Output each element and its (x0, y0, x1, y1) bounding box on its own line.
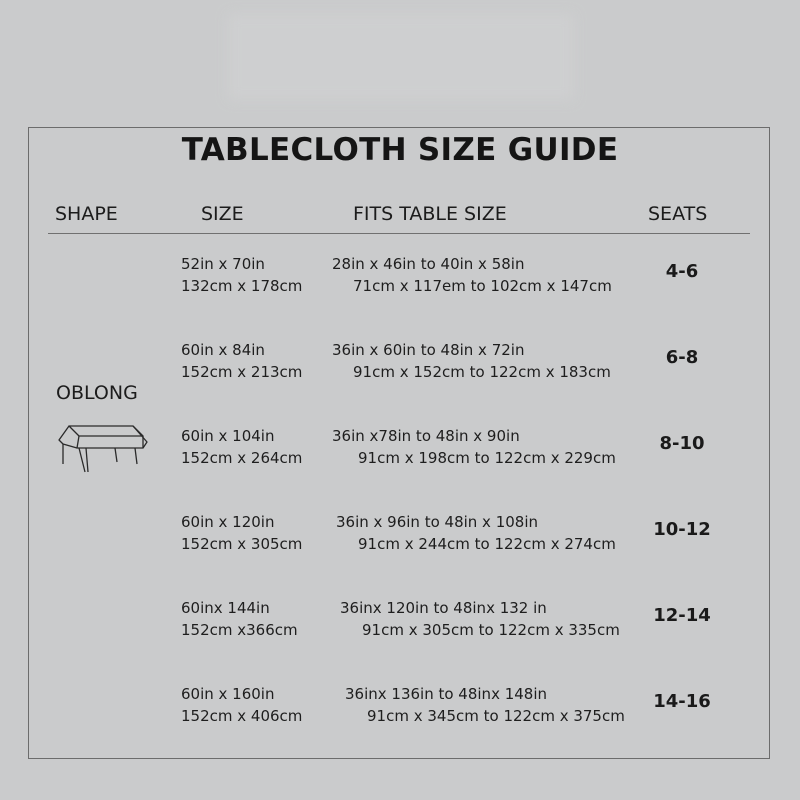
seats-value: 14-16 (653, 691, 711, 712)
fits-inches: 36inx 136in to 48inx 148in (345, 685, 548, 703)
fits-cell (332, 339, 611, 383)
fits-inches: 28in x 46in to 40in x 58in (332, 255, 525, 273)
size-cell (181, 253, 302, 297)
fits-centimeters: 91cm x 305cm to 122cm x 335cm (362, 621, 620, 639)
seats-value: 6-8 (665, 347, 699, 368)
seats-value: 12-14 (653, 605, 711, 626)
fits-centimeters: 91cm x 345cm to 122cm x 375cm (367, 707, 625, 725)
fits-inches: 36inx 120in to 48inx 132 in (340, 599, 547, 617)
page-title: TABLECLOTH SIZE GUIDE (181, 132, 619, 168)
seats-value: 10-12 (653, 519, 711, 540)
fits-cell (345, 683, 625, 727)
size-inches: 52in x 70in (181, 255, 265, 273)
fits-centimeters: 91cm x 152cm to 122cm x 183cm (353, 363, 611, 381)
fits-centimeters: 71cm x 117em to 102cm x 147cm (353, 277, 612, 295)
shape-label: OBLONG (56, 382, 138, 404)
size-inches: 60in x 84in (181, 341, 265, 359)
seats-value: 8-10 (659, 433, 705, 454)
header-fits-table-size: FITS TABLE SIZE (353, 203, 507, 225)
size-centimeters: 152cm x366cm (181, 621, 298, 639)
header-divider (48, 233, 750, 234)
size-cell (181, 339, 302, 383)
fits-inches: 36in x 60in to 48in x 72in (332, 341, 525, 359)
size-cell (181, 511, 302, 555)
size-centimeters: 152cm x 213cm (181, 363, 303, 381)
size-centimeters: 152cm x 264cm (181, 449, 303, 467)
fits-centimeters: 91cm x 198cm to 122cm x 229cm (358, 449, 616, 467)
seats-value: 4-6 (665, 261, 699, 282)
fits-cell (332, 253, 612, 297)
header-size: SIZE (201, 203, 244, 225)
size-centimeters: 132cm x 178cm (181, 277, 303, 295)
fits-cell (332, 425, 616, 469)
size-cell (181, 425, 302, 469)
size-inches: 60in x 104in (181, 427, 275, 445)
size-centimeters: 152cm x 305cm (181, 535, 303, 553)
size-inches: 60in x 120in (181, 513, 275, 531)
size-cell (181, 597, 298, 641)
fits-inches: 36in x 96in to 48in x 108in (336, 513, 539, 531)
size-inches: 60inx 144in (181, 599, 270, 617)
size-cell (181, 683, 302, 727)
header-seats: SEATS (648, 203, 708, 225)
header-shape: SHAPE (55, 203, 118, 225)
rectangular-table-icon (55, 420, 149, 480)
fits-cell (340, 597, 620, 641)
size-centimeters: 152cm x 406cm (181, 707, 303, 725)
fits-centimeters: 91cm x 244cm to 122cm x 274cm (358, 535, 616, 553)
blurred-header-area (228, 14, 574, 100)
fits-cell (336, 511, 616, 555)
fits-inches: 36in x78in to 48in x 90in (332, 427, 520, 445)
size-inches: 60in x 160in (181, 685, 275, 703)
